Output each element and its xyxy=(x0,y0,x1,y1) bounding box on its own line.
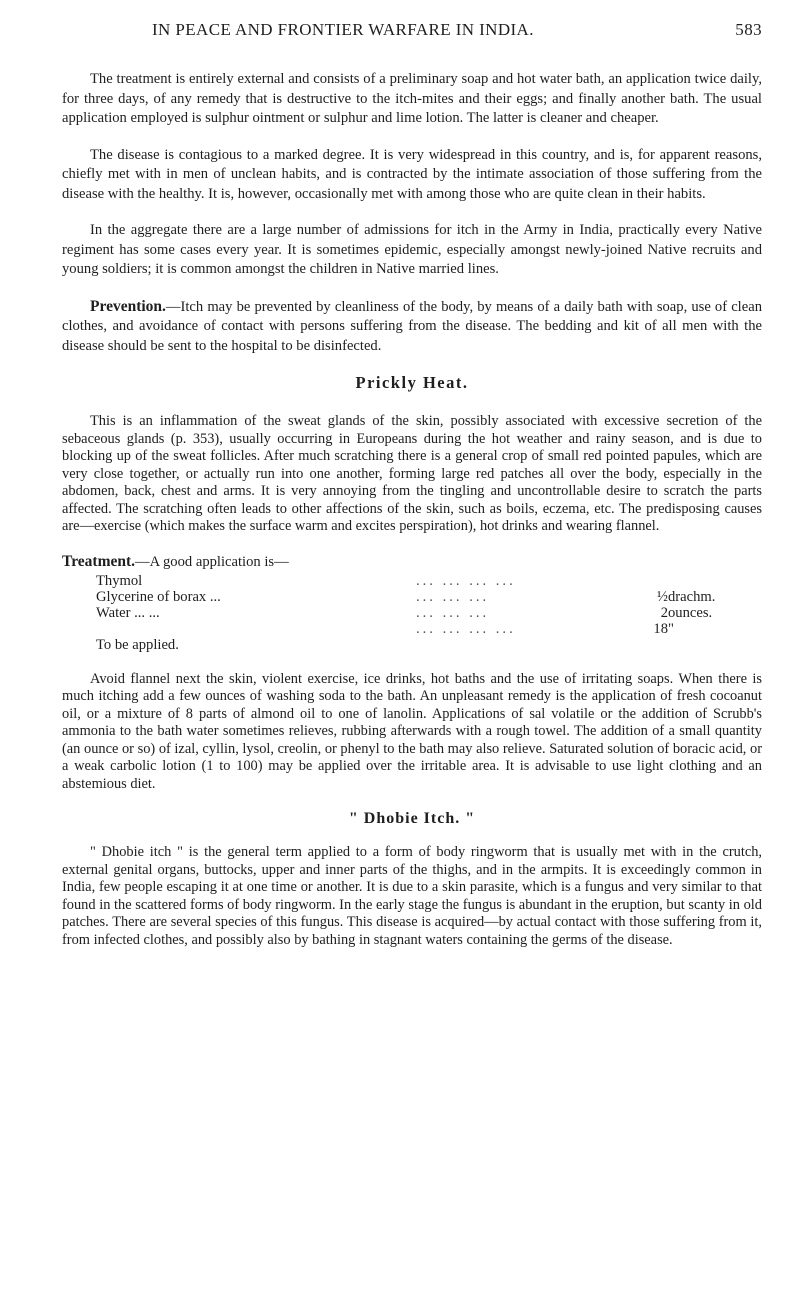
running-header xyxy=(62,20,762,50)
recipe-unit xyxy=(668,573,776,589)
recipe-unit: drachm. xyxy=(668,588,716,605)
treatment-intro: —A good application is— xyxy=(135,553,289,570)
recipe-ingredient: Thymol xyxy=(96,572,143,589)
treatment-heading: Treatment. xyxy=(62,552,136,570)
recipe-leader: ... ... ... xyxy=(416,588,490,605)
recipe-amount: 18 xyxy=(653,620,668,637)
page-body xyxy=(62,70,762,966)
treatment-line xyxy=(62,553,762,571)
paragraph-contagion: The disease is contagious to a marked degree. It is very widespread in this country, and is, for apparent reasons, chiefly met with in men of unclean habits, and is contracted by the intimate association of those suffering from the disease with the healthy. It is, however, occasionally met with among those who are quite clean in their habits. xyxy=(62,146,762,202)
paragraph-remedies: Avoid flannel next the skin, violent exercise, ice drinks, hot baths and the use of irritating soaps. When there is much itching add a few ounces of washing soda to the bath. An unpleasant remedy is the application of fresh cocoanut oil, or a mixture of 8 parts of almond oil to one of lanolin. Applications of sal volatile or the addition of Scrubb's ammonia to the bath water sometimes relieves, rubbing afterwards with a rough towel. The addition of a small quantity (an ounce or so) of izal, cyllin, lysol, creolin, or phenyl to the bath may also relieve. Saturated solution of boracic acid, or a weak carbolic lotion (1 to 100) may be applied over the irritable area. It is advisable to use light clothing and an abstemious diet. xyxy=(62,670,762,792)
paragraph-treatment-itch: The treatment is entirely external and consists of a preliminary soap and hot water bath, an application twice daily, for three days, of any remedy that is destructive to the itch-mites and their eggs; and finally another bath. The usual application employed is sulphur ointment or sulphur and lime lotion. The latter is cleaner and cheaper. xyxy=(62,71,762,126)
remedies-section xyxy=(62,671,762,794)
recipe-row xyxy=(96,621,776,637)
recipe-amount xyxy=(646,573,668,589)
recipe-table xyxy=(96,573,776,637)
recipe-leader: ... ... ... ... xyxy=(416,572,516,589)
recipe-ingredient: Glycerine of borax ... xyxy=(96,588,221,605)
prevention-heading: Prevention. xyxy=(90,297,166,315)
prevention-text: —Itch may be prevented by cleanliness of the body, by means of a daily bath with soap, use of clean clothes, and avoidance of contact with persons suffering from the disease. The bedding and kit of all men with the disease should be sent to the hospital to be disinfected. xyxy=(62,298,762,354)
recipe-amount: 2 xyxy=(660,604,668,621)
section-heading-prickly-heat: Prickly Heat. xyxy=(355,373,469,392)
recipe-leader: ... ... ... ... xyxy=(416,620,516,637)
recipe-leader: ... ... ... xyxy=(416,604,490,621)
recipe-row xyxy=(96,605,776,621)
dhobie-itch-section xyxy=(62,844,762,949)
paragraph-prevention xyxy=(62,297,762,357)
recipe-row xyxy=(96,573,776,589)
paragraph-army-admissions: In the aggregate there are a large number of admissions for itch in the Army in India, practically every Native regiment has some cases every year. It is sometimes epidemic, especially amongst newly-joined Native recruits and young soldiers; it is common amongst the children in Native married lines. xyxy=(62,222,762,277)
apply-instruction: To be applied. xyxy=(96,636,179,653)
section-heading-dhobie-itch: " Dhobie Itch. " xyxy=(348,810,476,827)
recipe-ingredient: Water ... ... xyxy=(96,604,160,621)
recipe-row xyxy=(96,589,776,605)
recipe-unit: ounces. xyxy=(668,604,713,621)
recipe-amount: ½ xyxy=(657,588,668,605)
paragraph-dhobie-itch: " Dhobie itch " is the general term applied to a form of body ringworm that is usually met with in the crutch, external genital organs, buttocks, upper and inner parts of the thighs, and in the armpits. It is exceedingly common in India, few people escaping it at one time or another. It is due to a skin parasite, which is a fungus and very similar to that found in the scattered forms of body ringworm. In the early stage the fungus is abundant in the eruption, but scanty in old patches. There are several species of this fungus. This disease is acquired—by actual contact with those suffering from it, from infected clothes, and possibly also by bathing in stagnant waters containing the germs of the disease. xyxy=(62,844,762,948)
paragraph-prickly-heat: This is an inflammation of the sweat glands of the skin, possibly associated with excessive secretion of the sebaceous glands (p. 353), usually occurring in Europeans during the hot weather and rainy season, and is due to blocking up of the sweat follicles. After much scratching there is a general crop of small red pointed papules, which are very close together, or actually run into one another, forming large red patches all over the body, especially in the abdomen, back, chest and arms. It is very annoying from the tingling and uncontrollable desire to scratch the parts affected. The scratching often leads to other affections of the skin, such as boils, eczema, etc. The predisposing causes are—exercise (which makes the surface warm and excites perspiration), hot drinks and wearing flannel. xyxy=(62,413,762,534)
prickly-heat-section xyxy=(62,413,762,536)
recipe-unit: " xyxy=(668,620,674,637)
recipe-ingredient xyxy=(96,621,416,637)
page-number: 583 xyxy=(735,20,762,39)
running-title: IN PEACE AND FRONTIER WARFARE IN INDIA. xyxy=(152,20,534,39)
